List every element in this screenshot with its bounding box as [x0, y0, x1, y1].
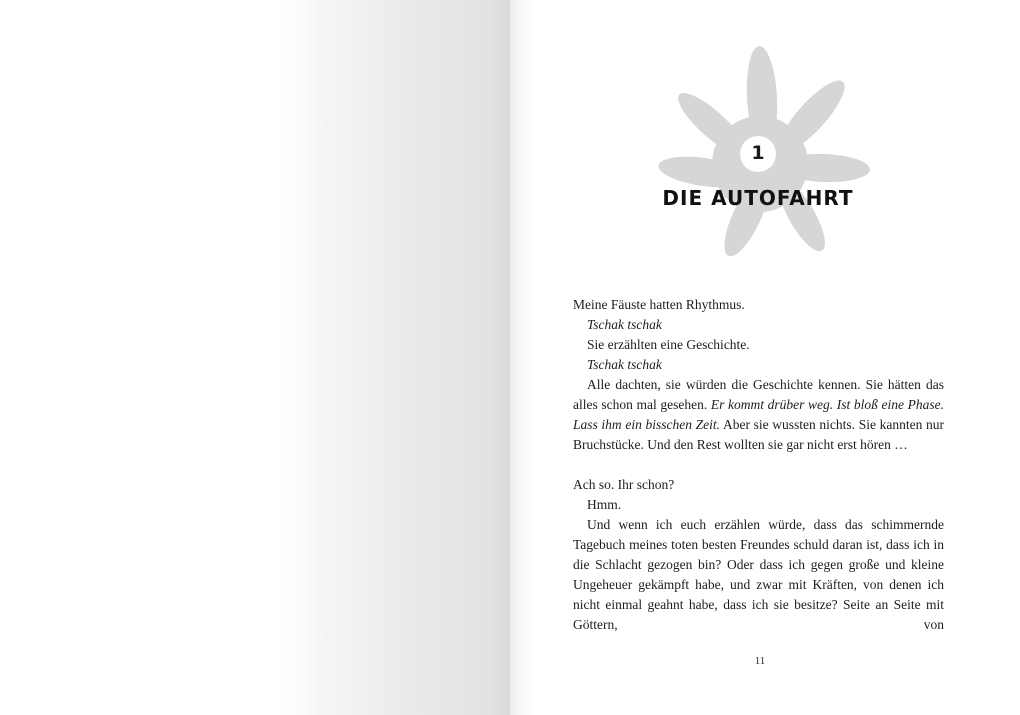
italic-thought: Er kommt drüber weg. Ist bloß eine Phase. Lass ihm ein bisschen Zeit.	[573, 397, 944, 432]
paragraph	[573, 315, 944, 335]
paragraph	[573, 355, 944, 375]
chapter-text	[573, 295, 944, 635]
paragraph: Sie erzählten eine Geschichte.	[587, 337, 750, 352]
paragraph-text: Alle dachten, sie würden die Geschichte kennen. Sie hätten das alles schon mal gesehen.	[573, 377, 944, 412]
paragraph	[573, 375, 944, 455]
section-break	[573, 455, 944, 475]
paragraph: Hmm.	[587, 497, 622, 512]
chapter-title: DIE AUTOFAHRT	[662, 186, 854, 210]
paragraph: Und wenn ich euch erzählen würde, dass das schimmernde Tagebuch meines toten besten Freundes schuld daran ist, dass ich in die Schlacht gezogen bin? Oder dass ich gegen große und kleine Ungeheuer gekämpft habe, und zwar mit Kräften, von denen ich nicht einmal geahnt habe, dass ich sie besitze? Seite an Seite mit Göttern, von	[573, 517, 944, 632]
page-number: 11	[754, 655, 766, 667]
italic-sound: Tschak tschak	[587, 357, 662, 372]
paragraph: Meine Fäuste hatten Rhythmus.	[573, 297, 745, 312]
chapter-number: 1	[751, 142, 765, 164]
italic-sound: Tschak tschak	[587, 317, 662, 332]
paragraph: Ach so. Ihr schon?	[573, 477, 675, 492]
paragraph-text: Aber sie wussten nichts. Sie kannten nur Bruchstücke. Und den Rest wollten sie gar nicht erst hören …	[573, 417, 944, 452]
